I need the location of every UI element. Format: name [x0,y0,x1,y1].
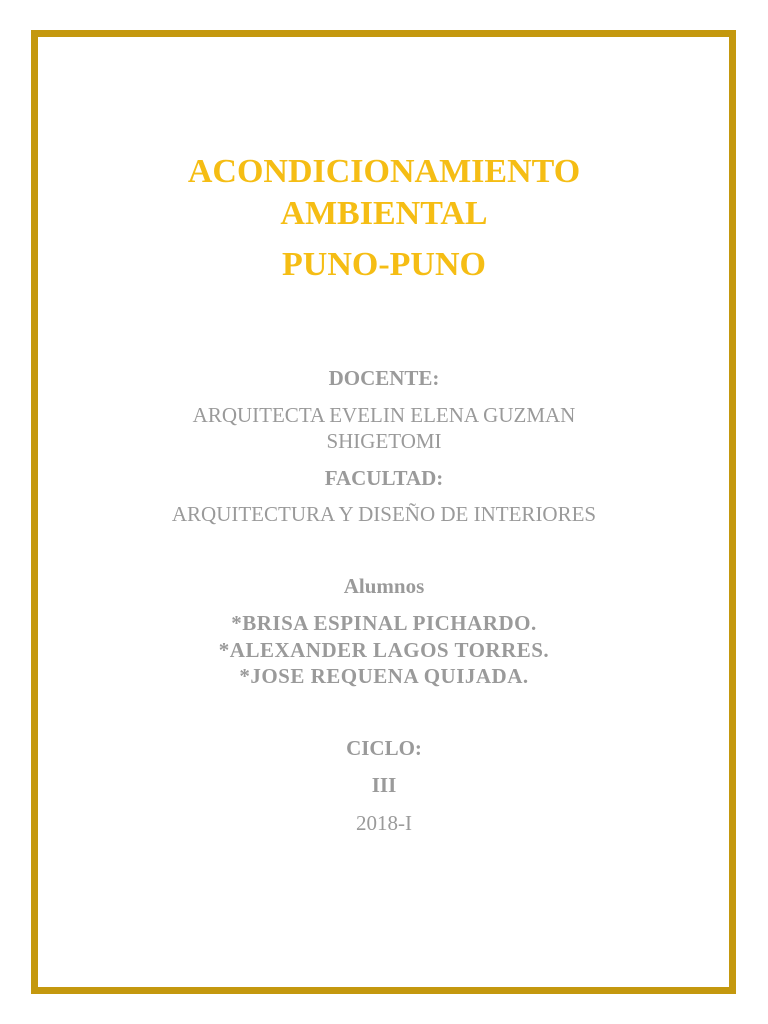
ciclo-period: 2018-I [356,811,412,835]
docente-name-line-2: SHIGETOMI [326,429,442,453]
title-line-3: PUNO-PUNO [282,246,486,283]
title-line-1: ACONDICIONAMIENTO [187,153,581,190]
ciclo-label: CICLO: [346,736,422,760]
facultad-label: FACULTAD: [324,466,444,490]
student-name: *BRISA ESPINAL PICHARDO. [231,611,537,635]
docente-label: DOCENTE: [328,366,440,390]
docente-name-line-1: ARQUITECTA EVELIN ELENA GUZMAN [192,403,576,427]
title-line-2: AMBIENTAL [280,195,488,232]
student-name: *ALEXANDER LAGOS TORRES. [218,638,550,662]
alumnos-label: Alumnos [343,574,425,598]
ciclo-value: III [371,773,397,797]
student-name: *JOSE REQUENA QUIJADA. [239,664,529,688]
facultad-value: ARQUITECTURA Y DISEÑO DE INTERIORES [171,502,597,526]
